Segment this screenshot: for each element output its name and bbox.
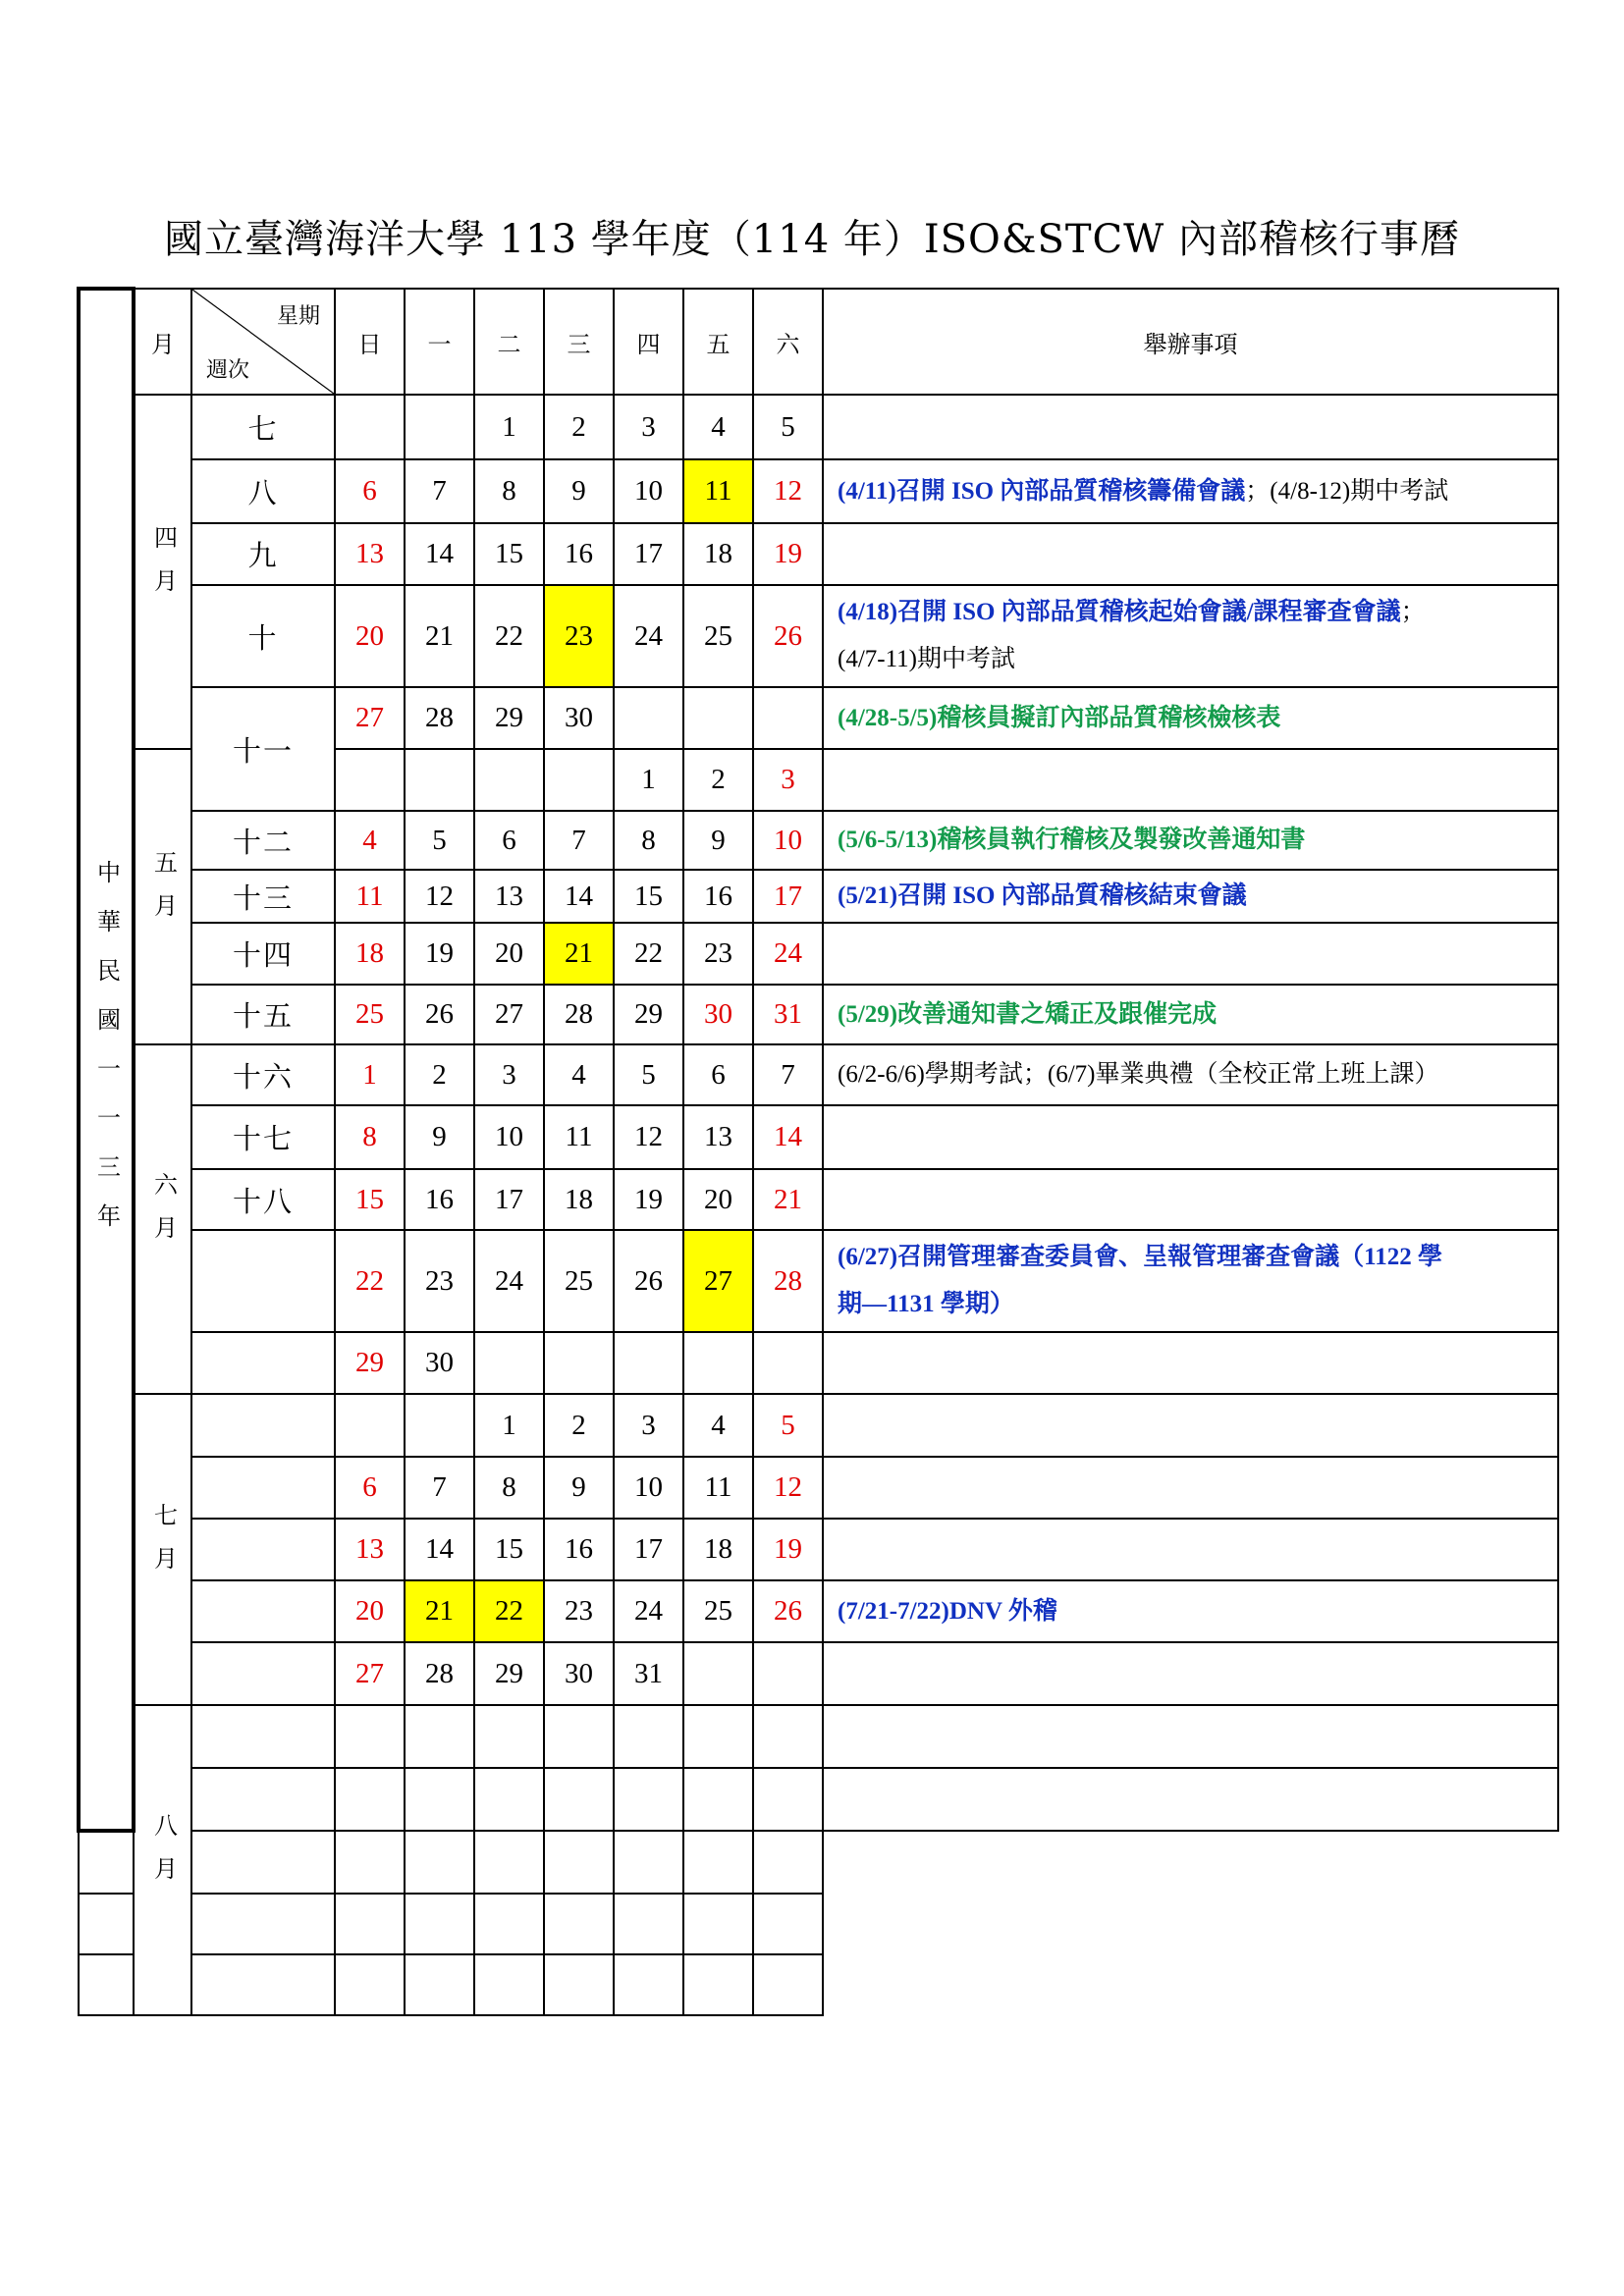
- day-cell: [191, 1954, 335, 2015]
- day-cell-highlight: 11: [683, 459, 753, 523]
- day-cell: 19: [614, 1169, 683, 1230]
- event-text: (4/11)召開 ISO 內部品質稽核籌備會議: [838, 477, 1246, 505]
- day-cell: [405, 1768, 474, 1831]
- day-cell: [405, 1894, 474, 1954]
- day-cell: [683, 1954, 753, 2015]
- day-cell: [335, 1894, 405, 1954]
- day-cell: 29: [335, 1332, 405, 1394]
- event-text: (4/7-11)期中考試: [838, 646, 1015, 672]
- day-cell: [405, 1394, 474, 1457]
- day-cell: 16: [405, 1169, 474, 1230]
- day-cell: [474, 1705, 544, 1768]
- day-cell: [474, 1332, 544, 1394]
- day-cell-highlight: 27: [683, 1230, 753, 1332]
- day-cell: 24: [753, 923, 823, 985]
- day-cell: 26: [753, 1580, 823, 1642]
- month-label: 八月: [149, 1813, 176, 1899]
- day-cell-highlight: 23: [544, 585, 614, 687]
- day-cell: 16: [683, 870, 753, 923]
- roc-year-cell: [79, 289, 134, 1831]
- day-cell: 12: [753, 459, 823, 523]
- event-cell: [823, 1768, 1558, 1831]
- calendar-table: [77, 287, 1559, 2016]
- month-cell-apr: [134, 395, 191, 749]
- day-cell: 19: [753, 523, 823, 585]
- table-row: [79, 1768, 1558, 1831]
- day-cell: [405, 1954, 474, 2015]
- day-cell: [753, 687, 823, 749]
- week-label: [79, 1831, 134, 1894]
- event-cell: [823, 1394, 1558, 1457]
- day-cell: 1: [335, 1044, 405, 1105]
- week-label: 七: [191, 395, 335, 459]
- day-cell: [335, 1768, 405, 1831]
- event-cell: (5/29)改善通知書之矯正及跟催完成: [823, 985, 1558, 1044]
- event-text: ；(4/8-12)期中考試: [1245, 477, 1449, 505]
- day-cell: 3: [474, 1044, 544, 1105]
- day-cell: 9: [544, 459, 614, 523]
- event-cell: [823, 459, 1558, 523]
- day-cell: 5: [614, 1044, 683, 1105]
- event-cell: [823, 523, 1558, 585]
- week-label: [191, 1230, 335, 1332]
- day-cell: [683, 1831, 753, 1894]
- event-cell: [823, 1705, 1558, 1768]
- day-cell: [683, 1768, 753, 1831]
- day-cell: 26: [405, 985, 474, 1044]
- day-cell: 29: [474, 687, 544, 749]
- day-cell: 11: [335, 870, 405, 923]
- day-cell: 13: [335, 1519, 405, 1580]
- day-cell: 4: [683, 395, 753, 459]
- day-cell: [614, 687, 683, 749]
- day-cell: 20: [335, 1580, 405, 1642]
- table-row: [79, 1044, 1558, 1105]
- day-cell: [683, 1332, 753, 1394]
- header-week-label: 週次: [206, 357, 250, 382]
- day-cell: 12: [753, 1457, 823, 1519]
- day-cell: 13: [335, 523, 405, 585]
- day-cell: 7: [405, 1457, 474, 1519]
- day-cell: [614, 1954, 683, 2015]
- day-cell: 16: [544, 1519, 614, 1580]
- day-cell: 23: [405, 1230, 474, 1332]
- day-cell: [544, 1894, 614, 1954]
- table-row: [79, 1394, 1558, 1457]
- week-label: [79, 1954, 134, 2015]
- day-cell: 17: [614, 1519, 683, 1580]
- week-label: 八: [191, 459, 335, 523]
- table-row: [79, 585, 1558, 687]
- event-cell: [823, 1457, 1558, 1519]
- day-cell: 21: [753, 1169, 823, 1230]
- table-row: [79, 985, 1558, 1044]
- header-weekday-label: 星期: [276, 303, 320, 328]
- day-cell: [683, 1894, 753, 1954]
- day-cell: 4: [544, 1044, 614, 1105]
- day-cell: 4: [335, 811, 405, 870]
- day-cell: 8: [335, 1105, 405, 1169]
- day-cell: 7: [753, 1044, 823, 1105]
- day-cell: [335, 1954, 405, 2015]
- week-label: [191, 1768, 335, 1831]
- day-cell: 11: [544, 1105, 614, 1169]
- day-cell: 10: [614, 1457, 683, 1519]
- day-cell: 13: [683, 1105, 753, 1169]
- table-row: [79, 1705, 1558, 1768]
- day-cell: 28: [753, 1230, 823, 1332]
- day-cell: 8: [614, 811, 683, 870]
- week-label: [191, 1394, 335, 1457]
- week-label: 十三: [191, 870, 335, 923]
- header-month: 月: [134, 289, 191, 395]
- table-row: [79, 459, 1558, 523]
- day-cell: 20: [335, 585, 405, 687]
- day-cell: [544, 1768, 614, 1831]
- day-cell: 8: [474, 1457, 544, 1519]
- day-cell: 28: [544, 985, 614, 1044]
- header-day-tue: 二: [474, 289, 544, 395]
- day-cell: 21: [405, 585, 474, 687]
- day-cell: 17: [753, 870, 823, 923]
- day-cell: 2: [544, 1394, 614, 1457]
- day-cell: [753, 1705, 823, 1768]
- day-cell: 13: [474, 870, 544, 923]
- day-cell: [614, 1705, 683, 1768]
- table-row: [79, 1831, 1558, 1894]
- week-label: 十五: [191, 985, 335, 1044]
- day-cell: 10: [614, 459, 683, 523]
- header-day-sun: 日: [335, 289, 405, 395]
- day-cell: 15: [335, 1169, 405, 1230]
- month-cell-aug: [134, 1705, 191, 2015]
- day-cell-highlight: 21: [405, 1580, 474, 1642]
- event-cell: [823, 1519, 1558, 1580]
- day-cell: [683, 1642, 753, 1705]
- day-cell: 6: [335, 1457, 405, 1519]
- roc-year-label: 中華民國一一三年: [92, 859, 119, 1253]
- page-title: 國立臺灣海洋大學 113 學年度（114 年）ISO&STCW 內部稽核行事曆: [164, 217, 1460, 262]
- day-cell: 27: [335, 1642, 405, 1705]
- week-label: 十四: [191, 923, 335, 985]
- week-label: 十八: [191, 1169, 335, 1230]
- week-label: 十六: [191, 1044, 335, 1105]
- day-cell: 10: [753, 811, 823, 870]
- day-cell: 2: [405, 1044, 474, 1105]
- table-row: [79, 1230, 1558, 1332]
- day-cell-highlight: 21: [544, 923, 614, 985]
- event-text: 期—1131 學期）: [838, 1291, 1014, 1317]
- day-cell: 22: [614, 923, 683, 985]
- table-row: [79, 811, 1558, 870]
- day-cell: [544, 749, 614, 811]
- day-cell: 14: [405, 523, 474, 585]
- day-cell: 4: [683, 1394, 753, 1457]
- month-label: 五月: [149, 849, 176, 936]
- event-cell: (4/28-5/5)稽核員擬訂內部品質稽核檢核表: [823, 687, 1558, 749]
- day-cell: 16: [544, 523, 614, 585]
- day-cell: 25: [683, 1580, 753, 1642]
- week-label: 十一: [191, 687, 335, 811]
- day-cell: 6: [683, 1044, 753, 1105]
- table-row: [79, 870, 1558, 923]
- event-cell: [823, 1332, 1558, 1394]
- day-cell: 24: [614, 1580, 683, 1642]
- day-cell: [614, 1894, 683, 1954]
- month-cell-may: [134, 749, 191, 1044]
- table-row: [79, 1642, 1558, 1705]
- day-cell: [191, 1831, 335, 1894]
- event-cell: (5/21)召開 ISO 內部品質稽核結束會議: [823, 870, 1558, 923]
- day-cell: 15: [474, 523, 544, 585]
- day-cell: [405, 1831, 474, 1894]
- day-cell: 26: [753, 585, 823, 687]
- day-cell: 14: [405, 1519, 474, 1580]
- day-cell: [753, 1642, 823, 1705]
- month-label: 七月: [149, 1502, 176, 1589]
- event-cell: (6/2-6/6)學期考試；(6/7)畢業典禮（全校正常上班上課）: [823, 1044, 1558, 1105]
- day-cell: 5: [753, 1394, 823, 1457]
- day-cell: 2: [683, 749, 753, 811]
- day-cell: [544, 1954, 614, 2015]
- day-cell: 9: [405, 1105, 474, 1169]
- week-label: [191, 1705, 335, 1768]
- table-row: [79, 1519, 1558, 1580]
- day-cell: [405, 1705, 474, 1768]
- table-row: [79, 395, 1558, 459]
- event-cell: [823, 749, 1558, 811]
- day-cell: 22: [335, 1230, 405, 1332]
- day-cell: [335, 1705, 405, 1768]
- day-cell: 31: [614, 1642, 683, 1705]
- event-text: ；: [1400, 599, 1426, 625]
- day-cell: 17: [474, 1169, 544, 1230]
- day-cell: 30: [544, 1642, 614, 1705]
- event-cell: [823, 395, 1558, 459]
- month-cell-jul: [134, 1394, 191, 1705]
- day-cell: 5: [405, 811, 474, 870]
- day-cell: 27: [474, 985, 544, 1044]
- day-cell: [614, 1831, 683, 1894]
- day-cell: 25: [544, 1230, 614, 1332]
- event-cell: [753, 1831, 823, 1894]
- day-cell: [474, 1894, 544, 1954]
- day-cell: 12: [614, 1105, 683, 1169]
- day-cell-highlight: 22: [474, 1580, 544, 1642]
- day-cell: 11: [683, 1457, 753, 1519]
- day-cell: [405, 395, 474, 459]
- day-cell: [474, 1954, 544, 2015]
- day-cell: 19: [753, 1519, 823, 1580]
- day-cell: [474, 749, 544, 811]
- table-row: [79, 687, 1558, 749]
- day-cell: 25: [683, 585, 753, 687]
- day-cell: 12: [405, 870, 474, 923]
- table-row: [79, 1332, 1558, 1394]
- event-cell: [823, 1169, 1558, 1230]
- day-cell: 7: [544, 811, 614, 870]
- day-cell: 10: [474, 1105, 544, 1169]
- table-row: [79, 1580, 1558, 1642]
- header-row: [79, 289, 1558, 395]
- day-cell: 17: [614, 523, 683, 585]
- day-cell: 1: [474, 1394, 544, 1457]
- day-cell: [544, 1332, 614, 1394]
- week-label: [191, 1642, 335, 1705]
- month-cell-jun: [134, 1044, 191, 1394]
- month-label: 六月: [149, 1172, 176, 1258]
- day-cell: [335, 395, 405, 459]
- day-cell: 29: [614, 985, 683, 1044]
- week-label: [191, 1457, 335, 1519]
- day-cell: 6: [474, 811, 544, 870]
- day-cell: 20: [474, 923, 544, 985]
- day-cell: 31: [753, 985, 823, 1044]
- event-text: (4/18)召開 ISO 內部品質稽核起始會議/課程審查會議: [838, 599, 1401, 625]
- event-cell: [823, 585, 1558, 687]
- day-cell: [335, 749, 405, 811]
- header-events: 舉辦事項: [823, 289, 1558, 395]
- day-cell: 14: [544, 870, 614, 923]
- day-cell: [405, 749, 474, 811]
- event-cell: [823, 1642, 1558, 1705]
- day-cell: 5: [753, 395, 823, 459]
- day-cell: 25: [335, 985, 405, 1044]
- day-cell: 23: [544, 1580, 614, 1642]
- event-text: (6/27)召開管理審查委員會、呈報管理審查會議（1122 學: [838, 1244, 1442, 1270]
- day-cell: 24: [614, 585, 683, 687]
- event-cell: (5/6-5/13)稽核員執行稽核及製發改善通知書: [823, 811, 1558, 870]
- table-row: [79, 523, 1558, 585]
- event-cell: [823, 923, 1558, 985]
- week-label: 十: [191, 585, 335, 687]
- day-cell: 15: [614, 870, 683, 923]
- day-cell: 2: [544, 395, 614, 459]
- week-label: [79, 1894, 134, 1954]
- header-week-weekday: [191, 289, 335, 395]
- table-row: [79, 1169, 1558, 1230]
- day-cell: 18: [544, 1169, 614, 1230]
- week-label: [191, 1332, 335, 1394]
- day-cell: 28: [405, 687, 474, 749]
- day-cell: [544, 1831, 614, 1894]
- day-cell: [191, 1894, 335, 1954]
- header-day-wed: 三: [544, 289, 614, 395]
- week-label: [191, 1580, 335, 1642]
- day-cell: [614, 1768, 683, 1831]
- event-cell: [823, 1230, 1558, 1332]
- table-row: [79, 1457, 1558, 1519]
- week-label: [191, 1519, 335, 1580]
- header-day-sat: 六: [753, 289, 823, 395]
- day-cell: 28: [405, 1642, 474, 1705]
- week-label: 十七: [191, 1105, 335, 1169]
- month-label: 四月: [149, 524, 176, 612]
- day-cell: 18: [683, 523, 753, 585]
- day-cell: [474, 1831, 544, 1894]
- day-cell: 9: [544, 1457, 614, 1519]
- day-cell: 6: [335, 459, 405, 523]
- header-day-thu: 四: [614, 289, 683, 395]
- day-cell: 20: [683, 1169, 753, 1230]
- week-label: 九: [191, 523, 335, 585]
- day-cell: 3: [614, 1394, 683, 1457]
- day-cell: [683, 687, 753, 749]
- event-cell: [753, 1894, 823, 1954]
- day-cell: 30: [544, 687, 614, 749]
- day-cell: [753, 1332, 823, 1394]
- week-label: 十二: [191, 811, 335, 870]
- day-cell: 30: [405, 1332, 474, 1394]
- day-cell: 22: [474, 585, 544, 687]
- table-row: [79, 923, 1558, 985]
- day-cell: [753, 1768, 823, 1831]
- day-cell: [335, 1831, 405, 1894]
- day-cell: 15: [474, 1519, 544, 1580]
- day-cell: 3: [614, 395, 683, 459]
- event-cell: (7/21-7/22)DNV 外稽: [823, 1580, 1558, 1642]
- day-cell: 18: [335, 923, 405, 985]
- day-cell: 3: [753, 749, 823, 811]
- day-cell: 29: [474, 1642, 544, 1705]
- day-cell: 24: [474, 1230, 544, 1332]
- day-cell: 30: [683, 985, 753, 1044]
- table-row: [79, 1894, 1558, 1954]
- day-cell: 27: [335, 687, 405, 749]
- day-cell: 14: [753, 1105, 823, 1169]
- table-row: [79, 1105, 1558, 1169]
- day-cell: [474, 1768, 544, 1831]
- header-day-fri: 五: [683, 289, 753, 395]
- day-cell: [335, 1394, 405, 1457]
- day-cell: 7: [405, 459, 474, 523]
- day-cell: [683, 1705, 753, 1768]
- event-cell: [823, 1105, 1558, 1169]
- header-day-mon: 一: [405, 289, 474, 395]
- table-row: [79, 1954, 1558, 2015]
- day-cell: 23: [683, 923, 753, 985]
- day-cell: 19: [405, 923, 474, 985]
- day-cell: 9: [683, 811, 753, 870]
- day-cell: [544, 1705, 614, 1768]
- day-cell: 1: [614, 749, 683, 811]
- day-cell: 8: [474, 459, 544, 523]
- day-cell: 1: [474, 395, 544, 459]
- day-cell: 18: [683, 1519, 753, 1580]
- day-cell: [614, 1332, 683, 1394]
- day-cell: 26: [614, 1230, 683, 1332]
- event-cell: [753, 1954, 823, 2015]
